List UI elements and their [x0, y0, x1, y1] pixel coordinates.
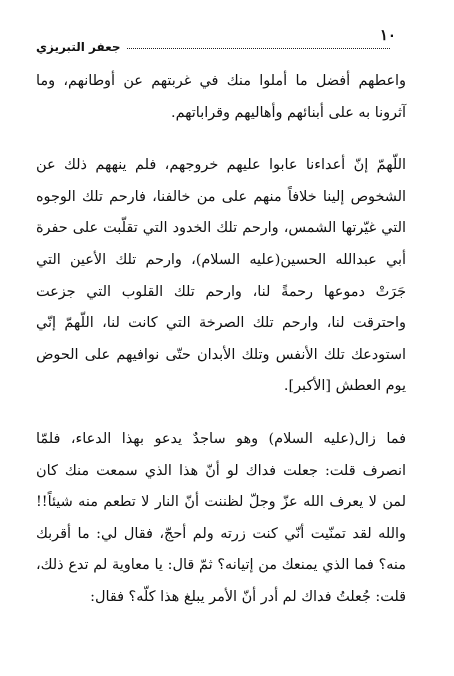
page-number: ١٠	[379, 26, 396, 44]
dotted-leader	[127, 48, 390, 49]
paragraph-3: فما زال(عليه السلام) وهو ساجدٌ يدعو بهذا الدعاء، فلمّا انصرف قلت: جعلت فداك لو أنّ هذا الذي سمعت منك كان لمن لا يعرف الله عزّ وجلّ لظننت أنّ النار لا تطعم منه شيئاً!! والله لقد تمنّيت أنّي كنت زرته ولم أحجّ، فقال لي: ما أقربك منه؟ فما الذي يمنعك من إتيانه؟ ثمّ قال: يا معاوية لم تدع ذلك، قلت: جُعلتُ فداك لم أدر أنّ الأمر يبلغ هذا كلّه؟ فقال:	[36, 430, 406, 605]
running-header	[36, 28, 396, 54]
paragraph-1: واعطهم أفضل ما أملوا منك في غربتهم عن أوطانهم، وما آثرونا به على أبنائهم وأهاليهم وقراباتهم.	[36, 73, 406, 121]
running-title: جعفر التبريزي	[36, 40, 121, 54]
paragraph-2: اللّهمّ إنّ أعداءنا عابوا عليهم خروجهم، فلم ينههم ذلك عن الشخوص إلينا خلافاً منهم على من خالفنا، فارحم تلك الوجوه التي غيّرتها الشمس، وارحم تلك الخدود التي تقلّبت على حفرة أبي عبدالله الحسين(عليه السلام)، وارحم تلك الأعين التي جَرَتْ دموعها رحمةً لنا، وارحم تلك القلوب التي جزعت واحترقت لنا، وارحم تلك الصرخة التي كانت لنا، اللّهمّ إنّي استودعك تلك الأنفس وتلك الأبدان حتّى نوافيهم على الحوض يوم العطش [الأكبر].	[36, 157, 406, 395]
body-text	[36, 66, 406, 614]
